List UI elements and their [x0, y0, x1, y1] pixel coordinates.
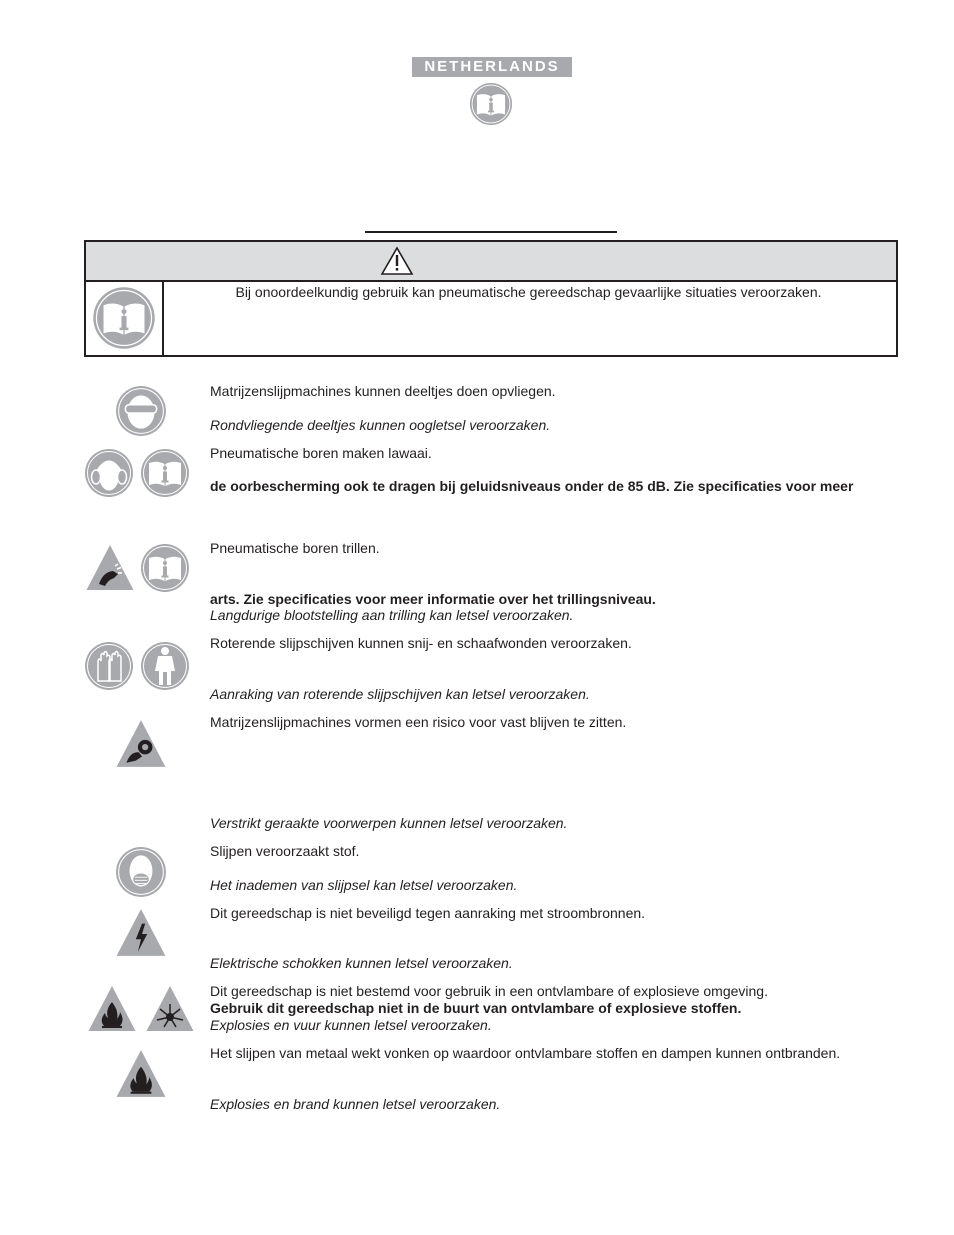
consequence-text: Aanraking van roterende slijpschijven kan letsel veroorzaken. — [210, 686, 590, 702]
avoidance-text: arts. Zie specificaties voor meer informatie over het trillingsniveau. — [210, 591, 656, 607]
consequence-text: Langdurige blootstelling aan trilling kan letsel veroorzaken. — [210, 607, 574, 623]
hazard-text: Pneumatische boren trillen. — [210, 540, 380, 556]
hazard-text: Pneumatische boren maken lawaai. — [210, 445, 432, 461]
entanglement-warning-icon — [112, 718, 170, 770]
title-rule — [365, 231, 617, 233]
avoidance-text: de oorbescherming ook te dragen bij geluidsniveaus onder de 85 dB. Zie specificaties voor meer — [210, 478, 854, 494]
hazard-text: Dit gereedschap is niet bestemd voor gebruik in een ontvlambare of explosieve omgeving. — [210, 983, 768, 999]
hazard-text: Het slijpen van metaal wekt vonken op waardoor ontvlambare stoffen en dampen kunnen ontbranden. — [210, 1045, 841, 1061]
read-manual-icon — [140, 448, 190, 498]
consequence-text: Elektrische schokken kunnen letsel veroorzaken. — [210, 955, 513, 971]
consequence-text: Explosies en brand kunnen letsel veroorzaken. — [210, 1096, 501, 1112]
ear-protection-icon — [84, 448, 134, 498]
eye-protection-icon — [115, 385, 167, 437]
consequence-text: Verstrikt geraakte voorwerpen kunnen letsel veroorzaken. — [210, 815, 568, 831]
warning-intro: Bij onoordeelkundig gebruik kan pneumatische gereedschap gevaarlijke situaties veroorzaken. — [235, 284, 822, 300]
hazard-text: Dit gereedschap is niet beveiligd tegen aanraking met stroombronnen. — [210, 905, 646, 921]
hazard-text: Matrijzenslijpmachines vormen een risico voor vast blijven te zitten. — [210, 714, 627, 730]
warning-triangle-icon — [380, 246, 414, 276]
country-label: NETHERLANDS — [412, 57, 572, 77]
flammable-icon — [112, 1048, 170, 1100]
consequence-text: Explosies en vuur kunnen letsel veroorzaken. — [210, 1017, 492, 1033]
gloves-icon — [84, 641, 134, 691]
warning-box — [84, 240, 898, 357]
protective-clothing-icon — [140, 641, 190, 691]
flammable-icon — [84, 984, 140, 1034]
hazard-text: Matrijzenslijpmachines kunnen deeltjes doen opvliegen. — [210, 383, 556, 399]
electric-shock-icon — [112, 907, 170, 959]
read-manual-icon — [469, 82, 513, 126]
hazard-text: Roterende slijpschijven kunnen snij- en schaafwonden veroorzaken. — [210, 635, 632, 651]
read-manual-icon — [92, 286, 156, 350]
consequence-text: Rondvliegende deeltjes kunnen oogletsel veroorzaken. — [210, 417, 551, 433]
warning-icon-cell — [86, 282, 164, 355]
explosive-icon — [142, 984, 198, 1034]
dust-mask-icon — [115, 846, 167, 898]
avoidance-text: Gebruik dit gereedschap niet in de buurt van ontvlambare of explosieve stoffen. — [210, 1000, 742, 1016]
vibration-warning-icon — [84, 543, 136, 593]
warning-header — [86, 242, 896, 282]
hazard-text: Slijpen veroorzaakt stof. — [210, 843, 360, 859]
read-manual-icon — [140, 543, 190, 593]
consequence-text: Het inademen van slijpsel kan letsel veroorzaken. — [210, 877, 518, 893]
